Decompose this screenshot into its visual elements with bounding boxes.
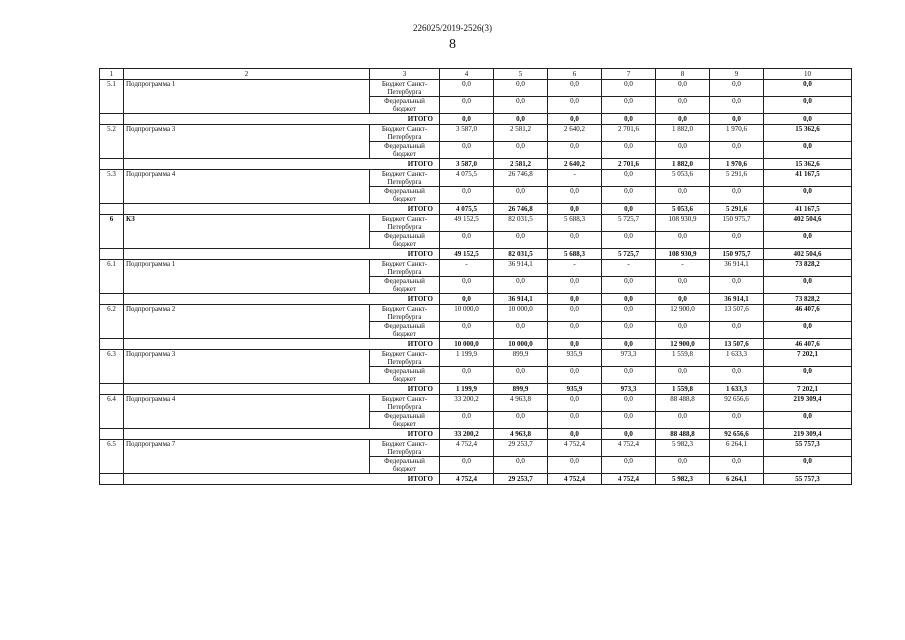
row-index: 5.1 xyxy=(100,80,124,114)
total-label: ИТОГО xyxy=(124,474,440,485)
value-cell: 36 914,1 xyxy=(710,260,764,277)
value-cell: 0,0 xyxy=(710,187,764,204)
total-value-cell: 935,9 xyxy=(548,384,602,395)
row-index: 5.3 xyxy=(100,170,124,204)
total-value-cell: 0,0 xyxy=(548,339,602,350)
total-value-cell: 0,0 xyxy=(602,114,656,125)
value-cell: 82 031,5 xyxy=(494,215,548,232)
total-value-cell: 0,0 xyxy=(710,114,764,125)
value-cell: 0,0 xyxy=(494,142,548,159)
value-cell: 0,0 xyxy=(764,322,852,339)
value-cell: 0,0 xyxy=(764,142,852,159)
total-value-cell: 7 202,1 xyxy=(764,384,852,395)
value-cell: 0,0 xyxy=(764,80,852,97)
value-cell: 4 752,4 xyxy=(602,440,656,457)
value-cell: 0,0 xyxy=(602,367,656,384)
total-value-cell: 49 152,5 xyxy=(440,249,494,260)
total-value-cell: 0,0 xyxy=(656,294,710,305)
value-cell: 0,0 xyxy=(548,80,602,97)
table-row xyxy=(100,305,852,322)
value-cell: 15 362,6 xyxy=(764,125,852,142)
value-cell: 0,0 xyxy=(656,142,710,159)
value-cell: 5 053,6 xyxy=(656,170,710,187)
value-cell: 0,0 xyxy=(764,232,852,249)
value-cell: 1 882,0 xyxy=(656,125,710,142)
value-cell: 1 559,8 xyxy=(656,350,710,367)
value-cell: 0,0 xyxy=(602,305,656,322)
funding-source: Федеральный бюджет xyxy=(370,367,440,384)
total-value-cell: 4 963,8 xyxy=(494,429,548,440)
total-label: ИТОГО xyxy=(124,294,440,305)
value-cell: 899,9 xyxy=(494,350,548,367)
value-cell: 0,0 xyxy=(548,412,602,429)
total-value-cell: 0,0 xyxy=(656,114,710,125)
total-row xyxy=(100,384,852,395)
total-value-cell: 0,0 xyxy=(440,294,494,305)
total-spacer xyxy=(100,429,124,440)
program-name: Подпрограмма 7 xyxy=(124,440,370,474)
table-row xyxy=(100,395,852,412)
total-value-cell: 4 752,4 xyxy=(602,474,656,485)
total-value-cell: 0,0 xyxy=(602,204,656,215)
funding-source: Федеральный бюджет xyxy=(370,97,440,114)
document-number: 226025/2019-2526(3) xyxy=(413,23,492,33)
value-cell: 0,0 xyxy=(440,187,494,204)
value-cell: 73 828,2 xyxy=(764,260,852,277)
value-cell: 5 725,7 xyxy=(602,215,656,232)
row-index: 6 xyxy=(100,215,124,249)
total-spacer xyxy=(100,474,124,485)
funding-source: Бюджет Санкт-Петербурга xyxy=(370,125,440,142)
total-spacer xyxy=(100,339,124,350)
funding-source: Федеральный бюджет xyxy=(370,277,440,294)
total-row xyxy=(100,204,852,215)
funding-source: Бюджет Санкт-Петербурга xyxy=(370,395,440,412)
value-cell: 5 688,3 xyxy=(548,215,602,232)
total-value-cell: 0,0 xyxy=(764,114,852,125)
value-cell: 0,0 xyxy=(710,142,764,159)
total-label: ИТОГО xyxy=(124,339,440,350)
value-cell: 33 200,2 xyxy=(440,395,494,412)
value-cell: 29 253,7 xyxy=(494,440,548,457)
row-index: 6.2 xyxy=(100,305,124,339)
value-cell: 10 000,0 xyxy=(440,305,494,322)
funding-source: Федеральный бюджет xyxy=(370,322,440,339)
column-header: 7 xyxy=(602,69,656,80)
total-value-cell: 4 752,4 xyxy=(440,474,494,485)
funding-source: Федеральный бюджет xyxy=(370,412,440,429)
funding-source: Бюджет Санкт-Петербурга xyxy=(370,215,440,232)
total-value-cell: 5 982,3 xyxy=(656,474,710,485)
value-cell: 0,0 xyxy=(548,277,602,294)
total-value-cell: 1 633,3 xyxy=(710,384,764,395)
value-cell: 2 581,2 xyxy=(494,125,548,142)
value-cell: 0,0 xyxy=(548,457,602,474)
total-value-cell: 0,0 xyxy=(548,204,602,215)
value-cell: 0,0 xyxy=(656,277,710,294)
total-value-cell: 0,0 xyxy=(602,339,656,350)
value-cell: 0,0 xyxy=(494,187,548,204)
total-label: ИТОГО xyxy=(124,114,440,125)
total-value-cell: 6 264,1 xyxy=(710,474,764,485)
value-cell: 4 752,4 xyxy=(440,440,494,457)
total-label: ИТОГО xyxy=(124,204,440,215)
table-row xyxy=(100,170,852,187)
value-cell: 0,0 xyxy=(602,457,656,474)
column-header: 4 xyxy=(440,69,494,80)
total-value-cell: 82 031,5 xyxy=(494,249,548,260)
value-cell: 0,0 xyxy=(764,277,852,294)
total-value-cell: 1 882,0 xyxy=(656,159,710,170)
program-name: Подпрограмма 1 xyxy=(124,260,370,294)
total-value-cell: 1 559,8 xyxy=(656,384,710,395)
value-cell: 0,0 xyxy=(494,322,548,339)
table-row xyxy=(100,260,852,277)
total-value-cell: 36 914,1 xyxy=(710,294,764,305)
value-cell: 0,0 xyxy=(548,187,602,204)
value-cell: 0,0 xyxy=(494,80,548,97)
total-value-cell: 26 746,8 xyxy=(494,204,548,215)
table-row xyxy=(100,125,852,142)
value-cell: - xyxy=(656,260,710,277)
budget-table xyxy=(99,68,852,485)
total-spacer xyxy=(100,159,124,170)
total-value-cell: 2 581,2 xyxy=(494,159,548,170)
value-cell: 41 167,5 xyxy=(764,170,852,187)
value-cell: 0,0 xyxy=(764,412,852,429)
value-cell: 1 970,6 xyxy=(710,125,764,142)
program-name: КЗ xyxy=(124,215,370,249)
value-cell: 108 930,9 xyxy=(656,215,710,232)
funding-source: Бюджет Санкт-Петербурга xyxy=(370,260,440,277)
total-value-cell: 46 407,6 xyxy=(764,339,852,350)
funding-source: Бюджет Санкт-Петербурга xyxy=(370,305,440,322)
total-value-cell: 33 200,2 xyxy=(440,429,494,440)
funding-source: Федеральный бюджет xyxy=(370,187,440,204)
total-spacer xyxy=(100,204,124,215)
value-cell: 0,0 xyxy=(710,322,764,339)
value-cell: 88 488,8 xyxy=(656,395,710,412)
total-value-cell: 36 914,1 xyxy=(494,294,548,305)
value-cell: 0,0 xyxy=(656,322,710,339)
value-cell: 0,0 xyxy=(656,412,710,429)
value-cell: 0,0 xyxy=(710,277,764,294)
value-cell: 0,0 xyxy=(764,457,852,474)
page-number: 8 xyxy=(449,37,456,52)
value-cell: 402 504,6 xyxy=(764,215,852,232)
table-row xyxy=(100,350,852,367)
total-row xyxy=(100,159,852,170)
total-row xyxy=(100,429,852,440)
total-spacer xyxy=(100,294,124,305)
value-cell: 0,0 xyxy=(764,367,852,384)
table-row xyxy=(100,215,852,232)
total-value-cell: 41 167,5 xyxy=(764,204,852,215)
value-cell: 0,0 xyxy=(710,80,764,97)
total-value-cell: 2 701,6 xyxy=(602,159,656,170)
total-value-cell: 5 291,6 xyxy=(710,204,764,215)
value-cell: 0,0 xyxy=(710,367,764,384)
value-cell: 0,0 xyxy=(656,97,710,114)
total-value-cell: 1 199,9 xyxy=(440,384,494,395)
value-cell: 3 587,0 xyxy=(440,125,494,142)
total-value-cell: 13 507,6 xyxy=(710,339,764,350)
value-cell: 0,0 xyxy=(602,322,656,339)
value-cell: 0,0 xyxy=(602,97,656,114)
value-cell: 0,0 xyxy=(440,457,494,474)
total-row xyxy=(100,294,852,305)
value-cell: 0,0 xyxy=(710,97,764,114)
column-header: 8 xyxy=(656,69,710,80)
funding-source: Федеральный бюджет xyxy=(370,232,440,249)
total-spacer xyxy=(100,384,124,395)
total-value-cell: 899,9 xyxy=(494,384,548,395)
total-value-cell: 10 000,0 xyxy=(494,339,548,350)
value-cell: 0,0 xyxy=(602,142,656,159)
total-row xyxy=(100,474,852,485)
column-header: 10 xyxy=(764,69,852,80)
total-value-cell: 0,0 xyxy=(548,429,602,440)
total-value-cell: 5 688,3 xyxy=(548,249,602,260)
total-value-cell: 0,0 xyxy=(494,114,548,125)
value-cell: 0,0 xyxy=(440,277,494,294)
funding-source: Бюджет Санкт-Петербурга xyxy=(370,80,440,97)
value-cell: 5 291,6 xyxy=(710,170,764,187)
value-cell: 0,0 xyxy=(548,97,602,114)
total-value-cell: 0,0 xyxy=(548,114,602,125)
column-header: 9 xyxy=(710,69,764,80)
value-cell: 92 656,6 xyxy=(710,395,764,412)
total-row xyxy=(100,249,852,260)
value-cell: 0,0 xyxy=(656,457,710,474)
total-value-cell: 0,0 xyxy=(602,294,656,305)
value-cell: 0,0 xyxy=(440,97,494,114)
value-cell: 0,0 xyxy=(494,232,548,249)
value-cell: 0,0 xyxy=(548,142,602,159)
value-cell: - xyxy=(548,260,602,277)
total-value-cell: 402 504,6 xyxy=(764,249,852,260)
value-cell: 0,0 xyxy=(440,142,494,159)
value-cell: 6 264,1 xyxy=(710,440,764,457)
value-cell: 0,0 xyxy=(440,80,494,97)
total-value-cell: 88 488,8 xyxy=(656,429,710,440)
program-name: Подпрограмма 1 xyxy=(124,80,370,114)
total-label: ИТОГО xyxy=(124,159,440,170)
value-cell: 55 757,3 xyxy=(764,440,852,457)
value-cell: 49 152,5 xyxy=(440,215,494,232)
value-cell: 2 640,2 xyxy=(548,125,602,142)
value-cell: - xyxy=(548,170,602,187)
program-name: Подпрограмма 3 xyxy=(124,125,370,159)
column-header: 6 xyxy=(548,69,602,80)
total-value-cell: 2 640,2 xyxy=(548,159,602,170)
row-index: 6.4 xyxy=(100,395,124,429)
value-cell: - xyxy=(440,260,494,277)
total-label: ИТОГО xyxy=(124,249,440,260)
total-value-cell: 10 000,0 xyxy=(440,339,494,350)
value-cell: 0,0 xyxy=(440,322,494,339)
value-cell: 13 507,6 xyxy=(710,305,764,322)
total-value-cell: 973,3 xyxy=(602,384,656,395)
program-name: Подпрограмма 2 xyxy=(124,305,370,339)
column-header: 1 xyxy=(100,69,124,80)
value-cell: 0,0 xyxy=(602,412,656,429)
value-cell: 0,0 xyxy=(548,232,602,249)
value-cell: 4 752,4 xyxy=(548,440,602,457)
total-value-cell: 150 975,7 xyxy=(710,249,764,260)
value-cell: 1 199,9 xyxy=(440,350,494,367)
value-cell: - xyxy=(602,260,656,277)
value-cell: 36 914,1 xyxy=(494,260,548,277)
row-index: 6.1 xyxy=(100,260,124,294)
value-cell: 46 407,6 xyxy=(764,305,852,322)
value-cell: 0,0 xyxy=(548,322,602,339)
value-cell: 0,0 xyxy=(602,170,656,187)
column-header: 2 xyxy=(124,69,370,80)
value-cell: 0,0 xyxy=(440,412,494,429)
value-cell: 0,0 xyxy=(548,367,602,384)
value-cell: 4 075,5 xyxy=(440,170,494,187)
row-index: 6.3 xyxy=(100,350,124,384)
value-cell: 0,0 xyxy=(656,367,710,384)
value-cell: 0,0 xyxy=(602,187,656,204)
table-row xyxy=(100,440,852,457)
value-cell: 0,0 xyxy=(494,412,548,429)
total-value-cell: 0,0 xyxy=(440,114,494,125)
total-label: ИТОГО xyxy=(124,429,440,440)
value-cell: 7 202,1 xyxy=(764,350,852,367)
total-value-cell: 92 656,6 xyxy=(710,429,764,440)
total-value-cell: 5 725,7 xyxy=(602,249,656,260)
value-cell: 1 633,3 xyxy=(710,350,764,367)
program-name: Подпрограмма 3 xyxy=(124,350,370,384)
value-cell: 0,0 xyxy=(602,80,656,97)
value-cell: 0,0 xyxy=(548,305,602,322)
value-cell: 4 963,8 xyxy=(494,395,548,412)
value-cell: 0,0 xyxy=(602,232,656,249)
total-value-cell: 29 253,7 xyxy=(494,474,548,485)
funding-source: Федеральный бюджет xyxy=(370,457,440,474)
value-cell: 0,0 xyxy=(602,277,656,294)
total-value-cell: 0,0 xyxy=(602,429,656,440)
value-cell: 12 900,0 xyxy=(656,305,710,322)
value-cell: 0,0 xyxy=(764,187,852,204)
value-cell: 10 000,0 xyxy=(494,305,548,322)
value-cell: 973,3 xyxy=(602,350,656,367)
funding-source: Бюджет Санкт-Петербурга xyxy=(370,440,440,457)
value-cell: 0,0 xyxy=(656,232,710,249)
funding-source: Федеральный бюджет xyxy=(370,142,440,159)
total-row xyxy=(100,339,852,350)
total-spacer xyxy=(100,249,124,260)
value-cell: 0,0 xyxy=(764,97,852,114)
value-cell: 0,0 xyxy=(494,367,548,384)
value-cell: 0,0 xyxy=(710,457,764,474)
value-cell: 0,0 xyxy=(602,395,656,412)
value-cell: 219 309,4 xyxy=(764,395,852,412)
total-value-cell: 12 900,0 xyxy=(656,339,710,350)
value-cell: 2 701,6 xyxy=(602,125,656,142)
program-name: Подпрограмма 4 xyxy=(124,170,370,204)
total-value-cell: 219 309,4 xyxy=(764,429,852,440)
header-row xyxy=(100,69,852,80)
column-header: 5 xyxy=(494,69,548,80)
total-value-cell: 3 587,0 xyxy=(440,159,494,170)
value-cell: 0,0 xyxy=(548,395,602,412)
program-name: Подпрограмма 4 xyxy=(124,395,370,429)
value-cell: 0,0 xyxy=(710,412,764,429)
column-header: 3 xyxy=(370,69,440,80)
value-cell: 0,0 xyxy=(494,277,548,294)
total-value-cell: 4 752,4 xyxy=(548,474,602,485)
value-cell: 0,0 xyxy=(440,232,494,249)
total-label: ИТОГО xyxy=(124,384,440,395)
total-spacer xyxy=(100,114,124,125)
value-cell: 0,0 xyxy=(440,367,494,384)
total-value-cell: 15 362,6 xyxy=(764,159,852,170)
total-value-cell: 1 970,6 xyxy=(710,159,764,170)
total-value-cell: 73 828,2 xyxy=(764,294,852,305)
value-cell: 0,0 xyxy=(494,457,548,474)
total-value-cell: 4 075,5 xyxy=(440,204,494,215)
value-cell: 0,0 xyxy=(494,97,548,114)
value-cell: 935,9 xyxy=(548,350,602,367)
row-index: 6.5 xyxy=(100,440,124,474)
value-cell: 0,0 xyxy=(656,187,710,204)
table-row xyxy=(100,80,852,97)
total-value-cell: 5 053,6 xyxy=(656,204,710,215)
value-cell: 5 982,3 xyxy=(656,440,710,457)
funding-source: Бюджет Санкт-Петербурга xyxy=(370,350,440,367)
total-value-cell: 55 757,3 xyxy=(764,474,852,485)
value-cell: 0,0 xyxy=(656,80,710,97)
funding-source: Бюджет Санкт-Петербурга xyxy=(370,170,440,187)
total-value-cell: 0,0 xyxy=(548,294,602,305)
value-cell: 0,0 xyxy=(710,232,764,249)
value-cell: 26 746,8 xyxy=(494,170,548,187)
value-cell: 150 975,7 xyxy=(710,215,764,232)
total-value-cell: 108 930,9 xyxy=(656,249,710,260)
row-index: 5.2 xyxy=(100,125,124,159)
total-row xyxy=(100,114,852,125)
